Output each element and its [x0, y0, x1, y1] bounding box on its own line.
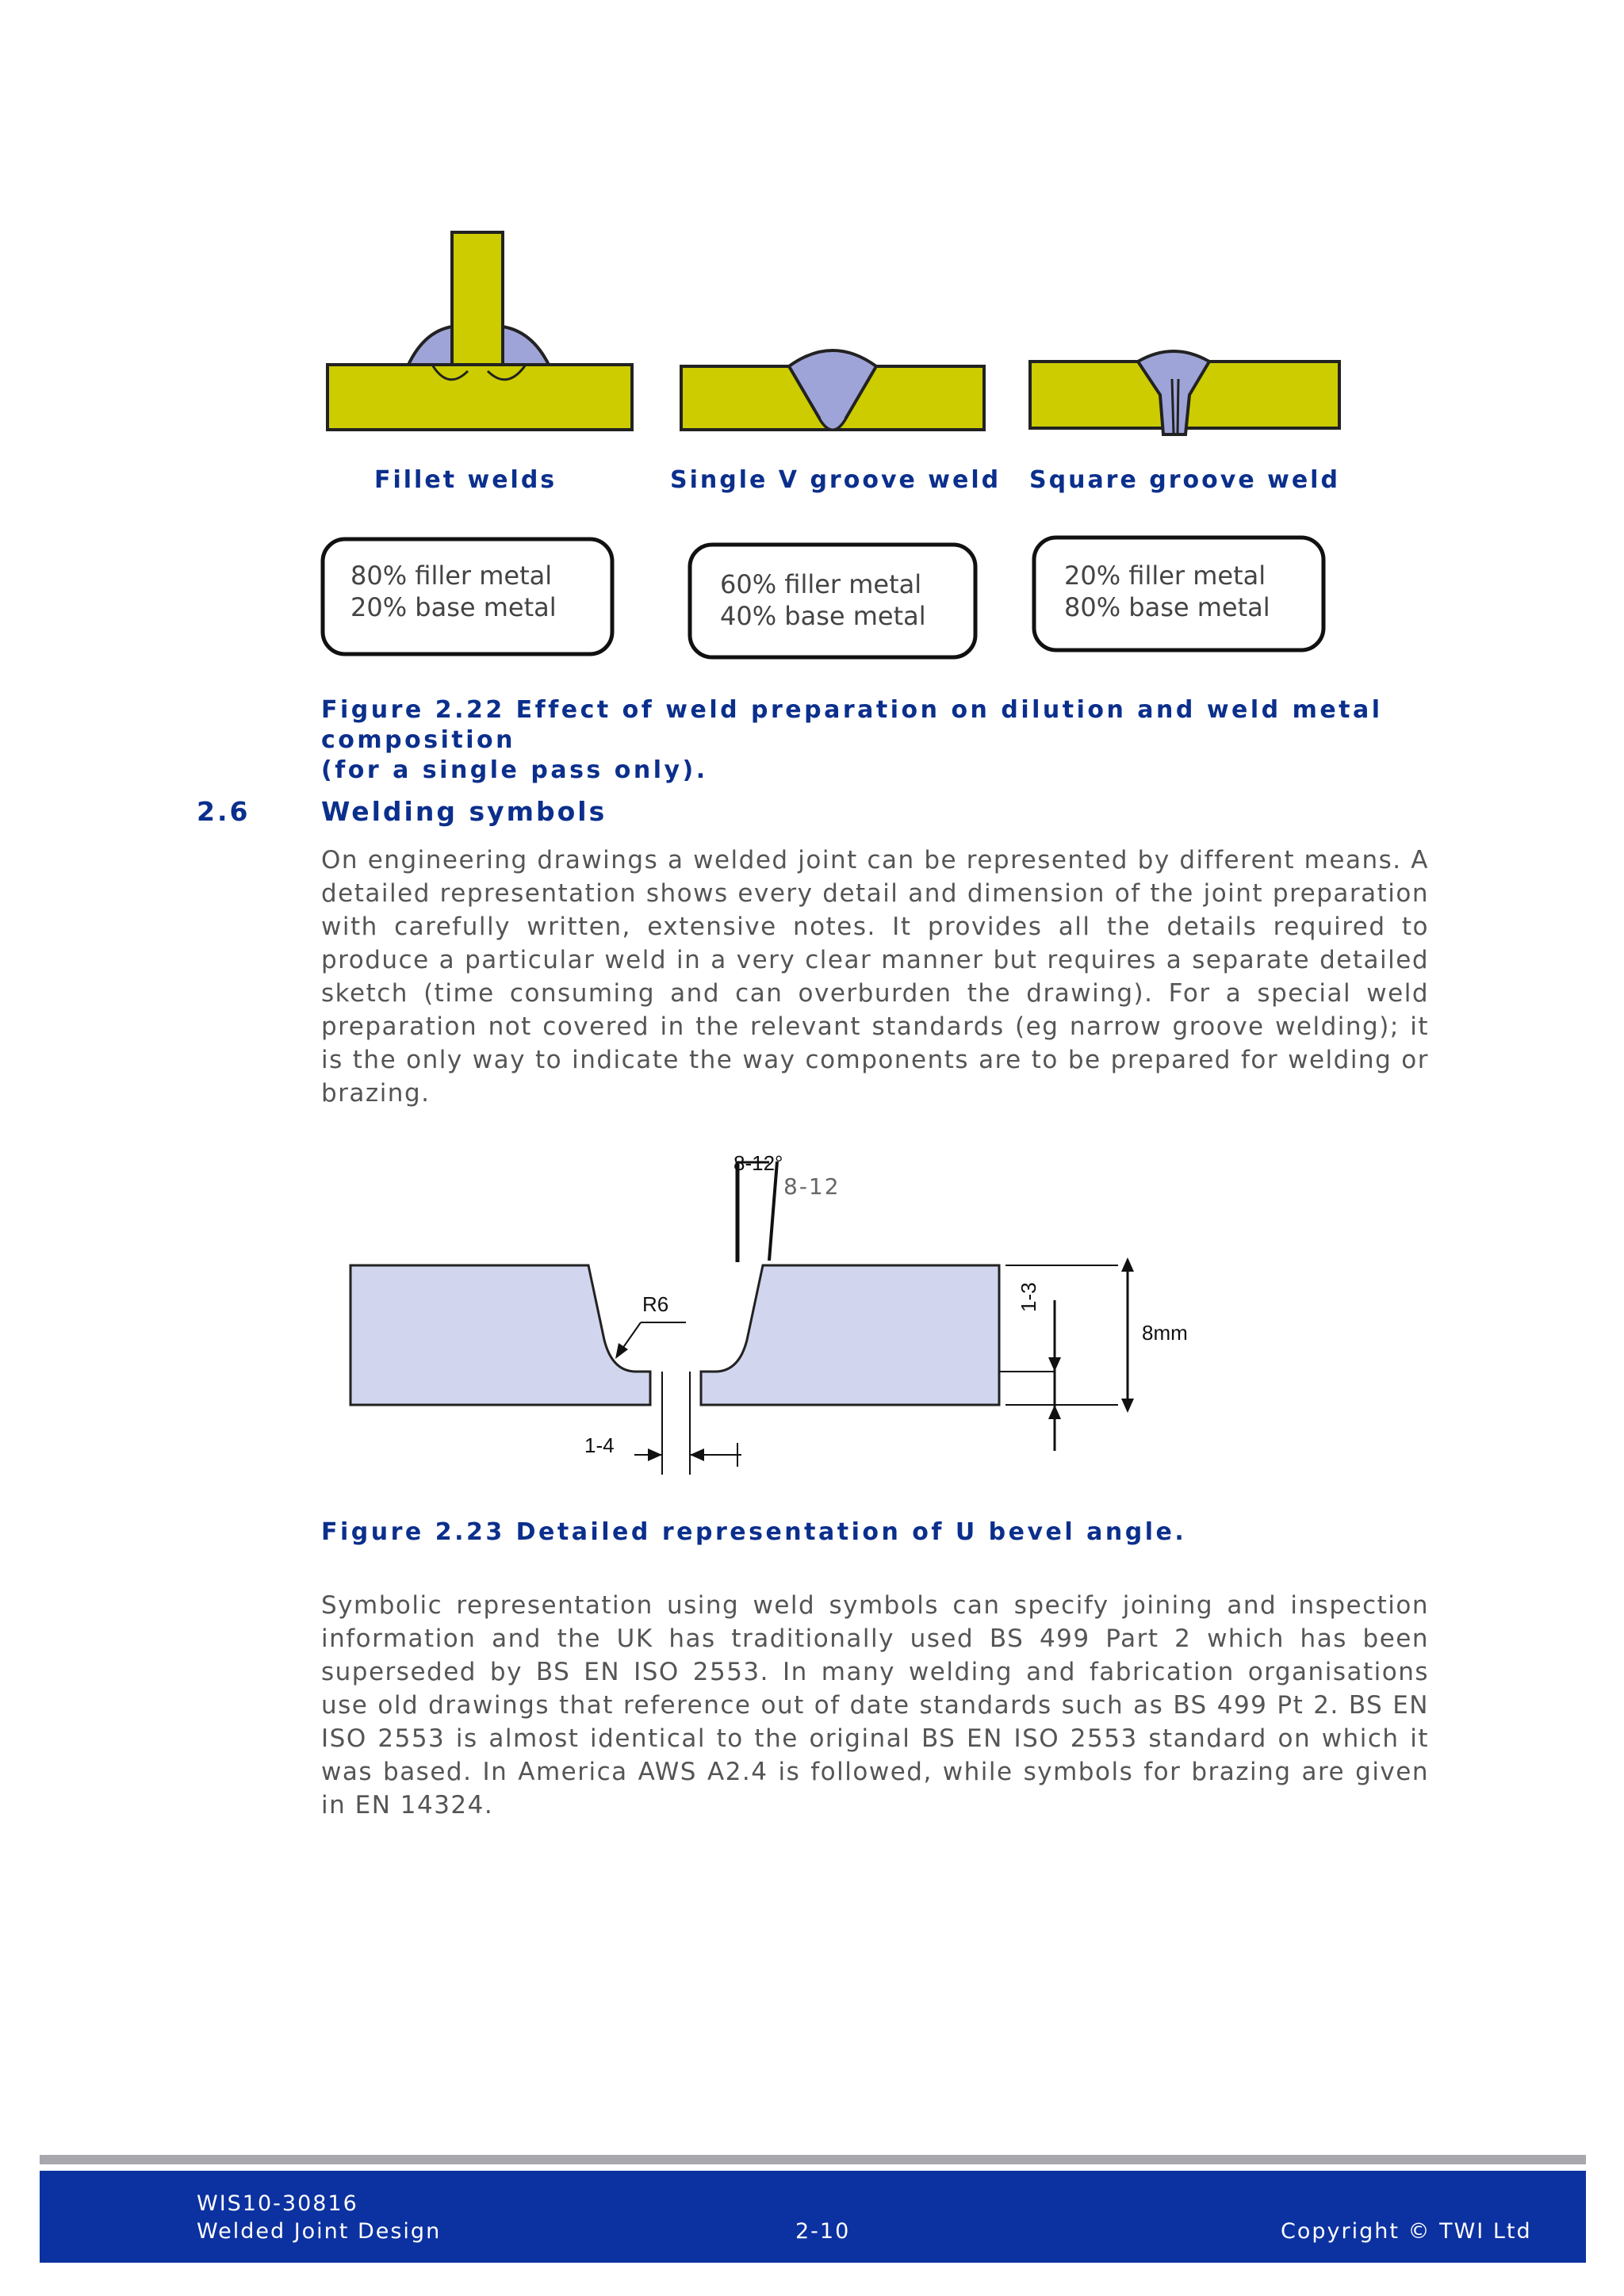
filler-line: 80% filler metal — [350, 561, 553, 591]
joint-label-fillet: Fillet welds — [374, 466, 557, 494]
dimension-root-gap: 1-4 — [584, 1433, 615, 1457]
footer-page-number: 2-10 — [795, 2219, 851, 2244]
footer-copyright: Copyright © TWI Ltd — [1281, 2219, 1532, 2244]
single-v-groove-drawing — [678, 342, 987, 446]
paragraph-detailed-representation: On engineering drawings a welded joint can be represented by different means. A detailed representation shows every detail and dimension of the joint preparation with carefully written, extensive notes. It provides all the details required to produce a particular weld in a very clear manner but requires a separate detailed sketch (time consuming and can overburden the drawing). For a special weld preparation not covered in the relevant standards (eg narrow groove welding); it is the only way to indicate the way components are to be prepared for welding or brazing. — [321, 846, 1429, 1108]
square-groove-drawing — [1027, 347, 1344, 442]
footer-rule — [40, 2155, 1586, 2164]
footer-doc-title: Welded Joint Design — [197, 2219, 442, 2244]
figure-2-22-caption — [321, 695, 1429, 786]
dimension-root-face: 1-3 — [1017, 1282, 1040, 1312]
footer-bar — [40, 2171, 1586, 2263]
section-title: Welding symbols — [321, 796, 607, 827]
composition-text-fillet — [350, 560, 557, 623]
fillet-weld-drawing — [321, 228, 638, 434]
footer-doc-code: WIS10-30816 — [197, 2191, 358, 2216]
dimension-radius: R6 — [642, 1292, 669, 1316]
filler-line: 60% filler metal — [720, 569, 922, 599]
dimension-angle-overlap: 8-12° — [733, 1151, 783, 1175]
section-number: 2.6 — [197, 796, 251, 827]
base-line: 40% base metal — [720, 601, 926, 631]
caption-line-1: Figure 2.22 Effect of weld preparation on dilution and weld metal composition — [321, 696, 1383, 754]
base-line: 80% base metal — [1064, 592, 1270, 622]
joint-label-single-v: Single V groove weld — [670, 466, 1002, 494]
paragraph-symbolic-representation: Symbolic representation using weld symbols can specify joining and inspection information and the UK has traditionally used BS 499 Part 2 which has been superseded by BS EN ISO 2553. In many welding and fabrication organisations use old drawings that reference out of date standards such as BS 499 Pt 2. BS EN ISO 2553 is almost identical to the original BS EN ISO 2553 standard on which it was based. In America AWS A2.4 is followed, while symbols for brazing are given in EN 14324. — [321, 1591, 1429, 1820]
dimension-angle: 8-12 — [783, 1173, 841, 1200]
filler-line: 20% filler metal — [1064, 561, 1266, 591]
dimension-thickness: 8mm — [1142, 1321, 1188, 1345]
composition-text-square — [1064, 560, 1270, 623]
composition-text-single-v — [720, 568, 926, 632]
caption-line-2: (for a single pass only). — [321, 756, 708, 784]
joint-label-square: Square groove weld — [1029, 466, 1340, 494]
figure-2-23-caption: Figure 2.23 Detailed representation of U bevel angle. — [321, 1518, 1187, 1546]
base-line: 20% base metal — [350, 592, 557, 622]
